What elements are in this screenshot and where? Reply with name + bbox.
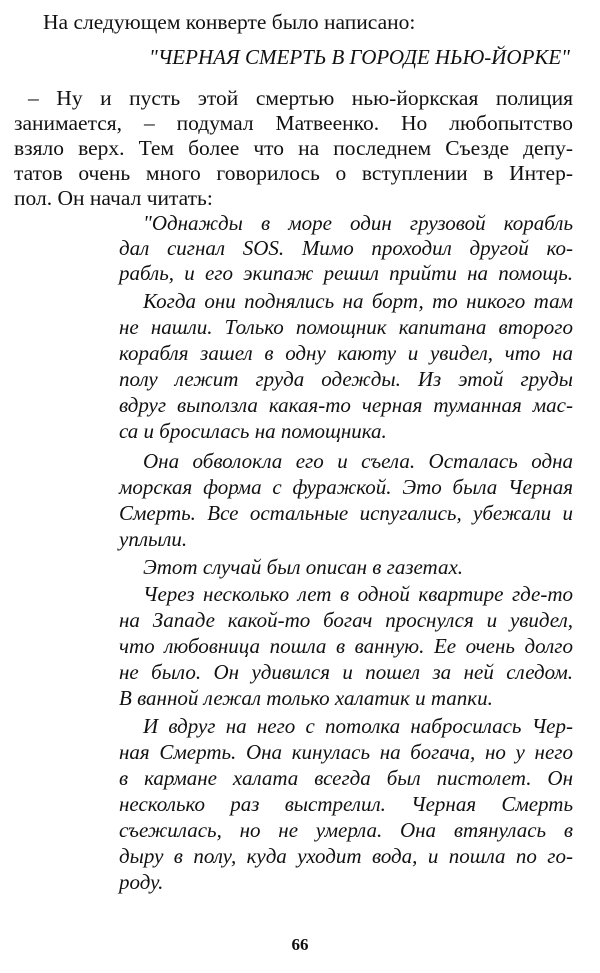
envelope-heading: "ЧЕРНАЯ СМЕРТЬ В ГОРОДЕ НЬЮ-ЙОРКЕ" [149,45,570,69]
story-line: са и бросилась на помощника. [119,419,387,443]
story-line: полу лежит груда одежды. Из этой груды [119,367,573,391]
story-line: В ванной лежал только халатик и тапки. [119,686,493,710]
paragraph-line: – Ну и пусть этой смертью нью-йоркская полиция [28,86,573,110]
paragraph-line: татов очень много говорилось о вступлении в Интер- [14,161,573,185]
story-line: Через несколько лет в одной квартире где-то [143,582,573,606]
story-line: дал сигнал SOS. Мимо проходил другой ко- [119,236,573,260]
story-line: в кармане халата всегда был пистолет. Он [119,766,573,790]
story-line: Когда они поднялись на борт, то никого там [143,289,573,313]
story-line: Она обволокла его и съела. Осталась одна [143,449,573,473]
story-line: на Западе какой-то богач проснулся и увидел, [119,608,573,632]
story-line: Этот случай был описан в газетах. [143,555,464,579]
page-number: 66 [291,935,309,954]
story-line: роду. [119,870,164,894]
story-line: И вдруг на него с потолка набросилась Чер- [143,714,573,738]
story-line: Смерть. Все остальные испугались, убежали и [119,501,573,525]
story-line: уплыли. [119,527,188,551]
story-line: рабль, и его экипаж решил прийти на помощь. [119,261,573,285]
story-line: морская форма с фуражкой. Это была Черная [119,475,573,499]
story-line: ная Смерть. Она кинулась на богача, но у него [119,740,573,764]
intro-line: На следующем конверте было написано: [43,10,416,34]
paragraph-line: занимается, – подумал Матвеенко. Но любопытство [14,111,573,135]
story-line: "Однажды в море один грузовой корабль [143,211,573,235]
story-line: несколько раз выстрелил. Черная Смерть [119,792,573,816]
story-line: что любовница пошла в ванную. Ее очень долго [119,634,573,658]
paragraph-line: пол. Он начал читать: [14,186,213,210]
story-line: не нашли. Только помощник капитана второго [119,315,573,339]
story-line: корабля зашел в одну каюту и увидел, что на [119,341,573,365]
story-line: дыру в полу, куда уходит вода, и пошла по го- [119,844,573,868]
story-line: не было. Он удивился и пошел за ней следом. [119,660,573,684]
story-line: вдруг выползла какая-то черная туманная мас- [119,393,573,417]
story-line: съежилась, но не умерла. Она втянулась в [119,818,573,842]
paragraph-line: взяло верх. Тем более что на последнем Съезде депу- [14,136,573,160]
